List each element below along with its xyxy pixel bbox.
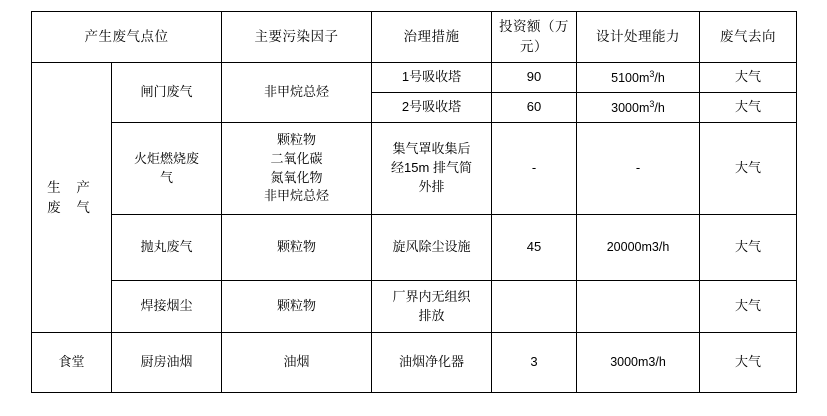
- measure-flare-gas: [372, 123, 492, 215]
- point-flare-gas-line-1: 火炬燃烧废: [133, 150, 199, 166]
- group-label-production: 生 产 废 气: [32, 63, 112, 333]
- measure-kitchen-fume: 油烟净化器: [372, 333, 492, 393]
- capacity-shotblast-gas: 20000m3/h: [577, 215, 700, 281]
- investment-absorber-2: 60: [492, 93, 577, 123]
- capacity-absorber-2-value: 3000: [611, 101, 639, 116]
- point-flare-gas-line-2: 气: [159, 169, 173, 185]
- factor-flare-line-4: 非甲烷总烃: [263, 188, 329, 204]
- table-row: [32, 63, 797, 93]
- measure-shotblast-gas: 旋风除尘设施: [372, 215, 492, 281]
- point-kitchen-fume: 厨房油烟: [112, 333, 222, 393]
- measure-flare-line-2: 经15m 排气简: [391, 160, 472, 176]
- investment-absorber-1: 90: [492, 63, 577, 93]
- factor-welding-dust: 颗粒物: [222, 281, 372, 333]
- capacity-absorber-1-value: 5100: [611, 71, 639, 86]
- point-shotblast-gas: 抛丸废气: [112, 215, 222, 281]
- capacity-kitchen-fume: 3000m3/h: [577, 333, 700, 393]
- measure-absorber-1: 1号吸收塔: [372, 63, 492, 93]
- column-header-measure: 治理措施: [372, 12, 492, 63]
- table-row: [32, 215, 797, 281]
- column-header-capacity: 设计处理能力: [577, 12, 700, 63]
- measure-welding-dust: [372, 281, 492, 333]
- point-welding-dust: 焊接烟尘: [112, 281, 222, 333]
- table-row: [32, 281, 797, 333]
- table-row: [32, 333, 797, 393]
- factor-flare-line-1: 颗粒物: [276, 131, 316, 147]
- destination-shotblast-gas: 大气: [700, 215, 797, 281]
- measure-welding-line-2: 排放: [418, 307, 445, 323]
- capacity-welding-dust: [577, 281, 700, 333]
- investment-welding-dust: [492, 281, 577, 333]
- capacity-absorber-2: $3000m^3/h$: [577, 93, 700, 123]
- factor-kitchen-fume: 油烟: [222, 333, 372, 393]
- destination-welding-dust: 大气: [700, 281, 797, 333]
- capacity-absorber-1-exp: 3: [649, 68, 655, 79]
- factor-flare-line-3: 氮氧化物: [270, 169, 323, 185]
- measure-flare-line-3: 外排: [418, 178, 445, 194]
- measure-flare-line-1: 集气罩收集后: [392, 141, 471, 157]
- destination-absorber-2: 大气: [700, 93, 797, 123]
- capacity-flare-gas: -: [577, 123, 700, 215]
- factor-flare-line-2: 二氧化碳: [270, 150, 323, 166]
- destination-flare-gas: 大气: [700, 123, 797, 215]
- table-header-row: [32, 12, 797, 63]
- investment-flare-gas: -: [492, 123, 577, 215]
- air-emission-table: [31, 11, 797, 393]
- capacity-absorber-2-exp: 3: [649, 98, 655, 109]
- column-header-destination: 废气去向: [700, 12, 797, 63]
- point-gate-gas: 闸门废气: [112, 63, 222, 123]
- measure-absorber-2: 2号吸收塔: [372, 93, 492, 123]
- point-flare-gas: [112, 123, 222, 215]
- column-header-point: 产生废气点位: [32, 12, 222, 63]
- investment-kitchen-fume: 3: [492, 333, 577, 393]
- factor-flare-gas: [222, 123, 372, 215]
- destination-absorber-1: 大气: [700, 63, 797, 93]
- column-header-investment: 投资额（万元）: [492, 12, 577, 63]
- measure-welding-line-1: 厂界内无组织: [392, 288, 471, 304]
- table-row: [32, 123, 797, 215]
- group-label-canteen: 食堂: [32, 333, 112, 393]
- column-header-factor: 主要污染因子: [222, 12, 372, 63]
- destination-kitchen-fume: 大气: [700, 333, 797, 393]
- capacity-absorber-1: $5100m^3/h$: [577, 63, 700, 93]
- investment-shotblast-gas: 45: [492, 215, 577, 281]
- factor-gate-gas: 非甲烷总烃: [222, 63, 372, 123]
- factor-shotblast-gas: 颗粒物: [222, 215, 372, 281]
